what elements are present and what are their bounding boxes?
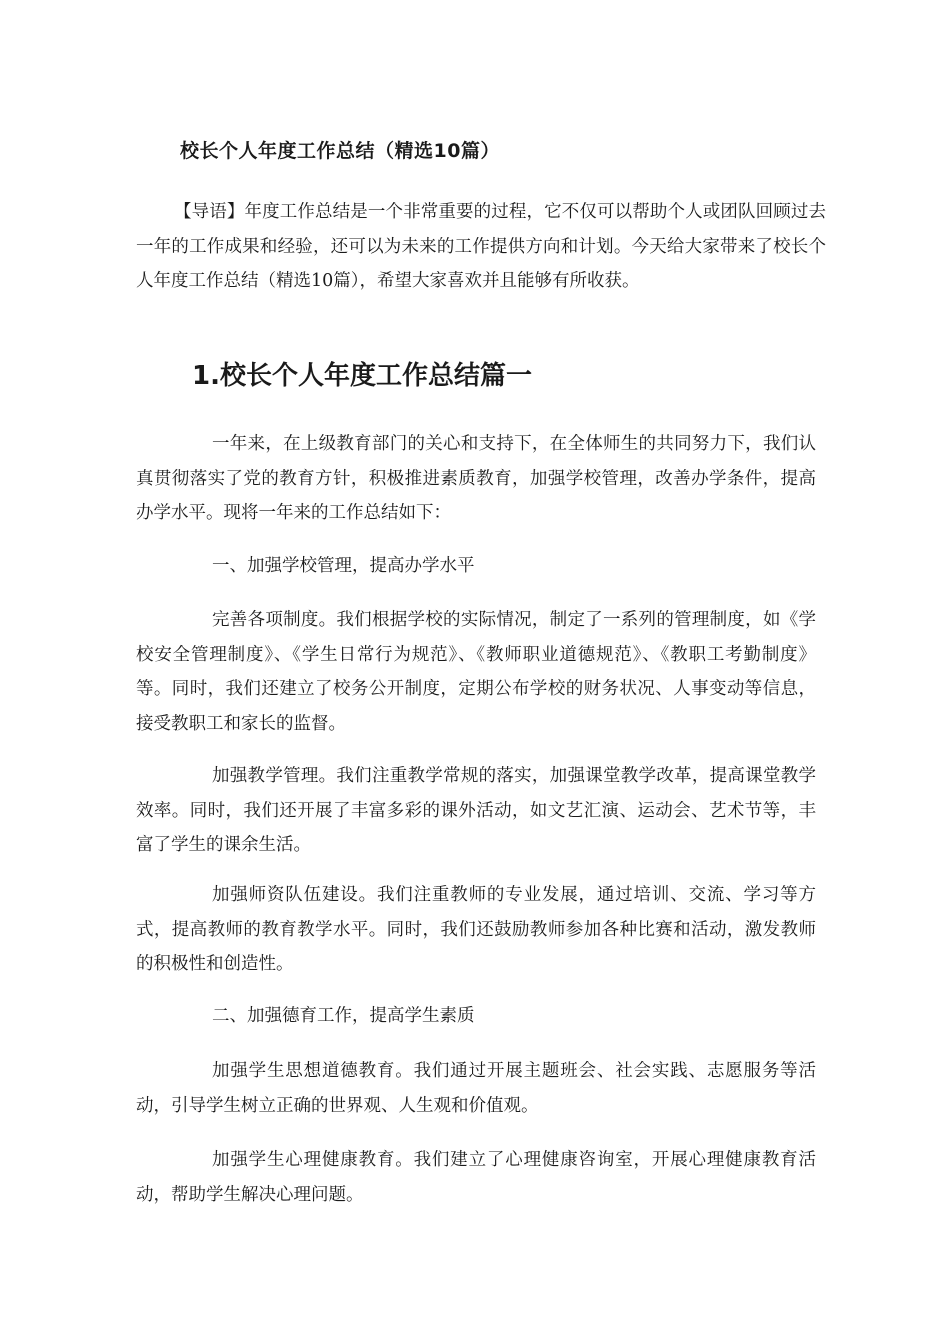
intro-paragraph: 【导语】年度工作总结是一个非常重要的过程，它不仅可以帮助个人或团队回顾过去一年的工作成果和经验，还可以为未来的工作提供方向和计划。今天给大家带来了校长个人年度工作总结（精选10篇），希望大家喜欢并且能够有所收获。 [136, 202, 826, 291]
document-title: 校长个人年度工作总结（精选10篇） [180, 140, 500, 162]
subheading-paragraph: 一、加强学校管理，提高办学水平 [212, 556, 475, 576]
body-paragraph: 加强教学管理。我们注重教学常规的落实，加强课堂教学改革，提高课堂教学效率。同时，我们还开展了丰富多彩的课外活动，如文艺汇演、运动会、艺术节等，丰富了学生的课余生活。 [136, 766, 816, 855]
body-paragraph: 完善各项制度。我们根据学校的实际情况，制定了一系列的管理制度，如《学校安全管理制度》、《学生日常行为规范》、《教师职业道德规范》、《教职工考勤制度》等。同时，我们还建立了校务公开制度，定期公布学校的财务状况、人事变动等信息，接受教职工和家长的监督。 [136, 610, 816, 734]
section-heading: 1.校长个人年度工作总结篇一 [192, 361, 532, 391]
body-paragraph: 一年来，在上级教育部门的关心和支持下，在全体师生的共同努力下，我们认真贯彻落实了党的教育方针，积极推进素质教育，加强学校管理，改善办学条件，提高办学水平。现将一年来的工作总结如下： [136, 434, 816, 523]
body-paragraph: 加强学生思想道德教育。我们通过开展主题班会、社会实践、志愿服务等活动，引导学生树立正确的世界观、人生观和价值观。 [136, 1061, 816, 1116]
body-paragraph: 加强师资队伍建设。我们注重教师的专业发展，通过培训、交流、学习等方式，提高教师的教育教学水平。同时，我们还鼓励教师参加各种比赛和活动，激发教师的积极性和创造性。 [136, 885, 816, 974]
subheading-paragraph: 二、加强德育工作，提高学生素质 [212, 1006, 475, 1026]
body-paragraph: 加强学生心理健康教育。我们建立了心理健康咨询室，开展心理健康教育活动，帮助学生解决心理问题。 [136, 1150, 816, 1205]
